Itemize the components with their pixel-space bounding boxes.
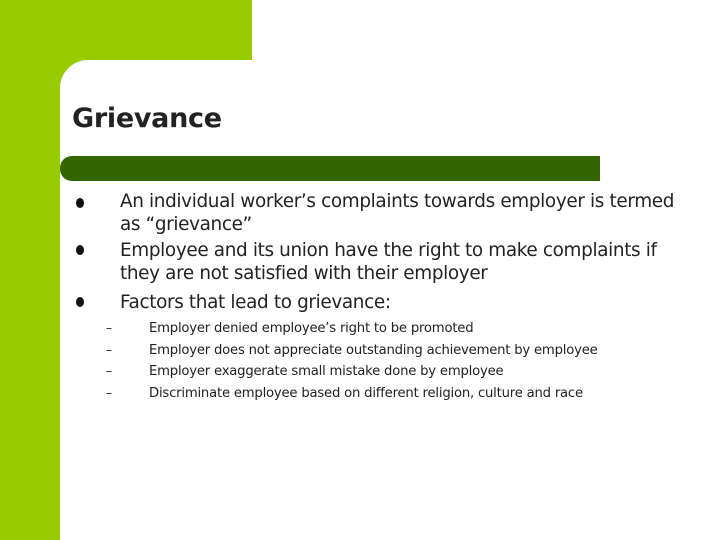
sub-bullet-marker: – xyxy=(106,343,112,357)
sub-bullet-marker: – xyxy=(106,364,112,378)
bullet-item: Factors that lead to grievance: xyxy=(120,292,391,313)
sub-bullet-marker: – xyxy=(106,386,112,400)
sub-bullet-item: Employer exaggerate small mistake done by employee xyxy=(149,364,504,379)
bullet-item: An individual worker’s complaints towards employer is termed as “grievance” xyxy=(120,191,675,235)
sub-bullet-item: Discriminate employee based on different religion, culture and race xyxy=(149,386,583,401)
bullet-marker xyxy=(76,297,84,307)
bullet-item: Employee and its union have the right to make complaints if they are not satisfied with their employer xyxy=(120,240,657,284)
sub-bullet-item: Employer denied employee’s right to be promoted xyxy=(149,321,474,336)
slide-title: Grievance xyxy=(72,103,222,134)
title-rule-bar xyxy=(60,156,600,181)
sub-bullet-item: Employer does not appreciate outstanding achievement by employee xyxy=(149,343,598,358)
sub-bullet-marker: – xyxy=(106,321,112,335)
bullet-marker xyxy=(76,198,84,208)
bullet-marker xyxy=(76,245,84,255)
